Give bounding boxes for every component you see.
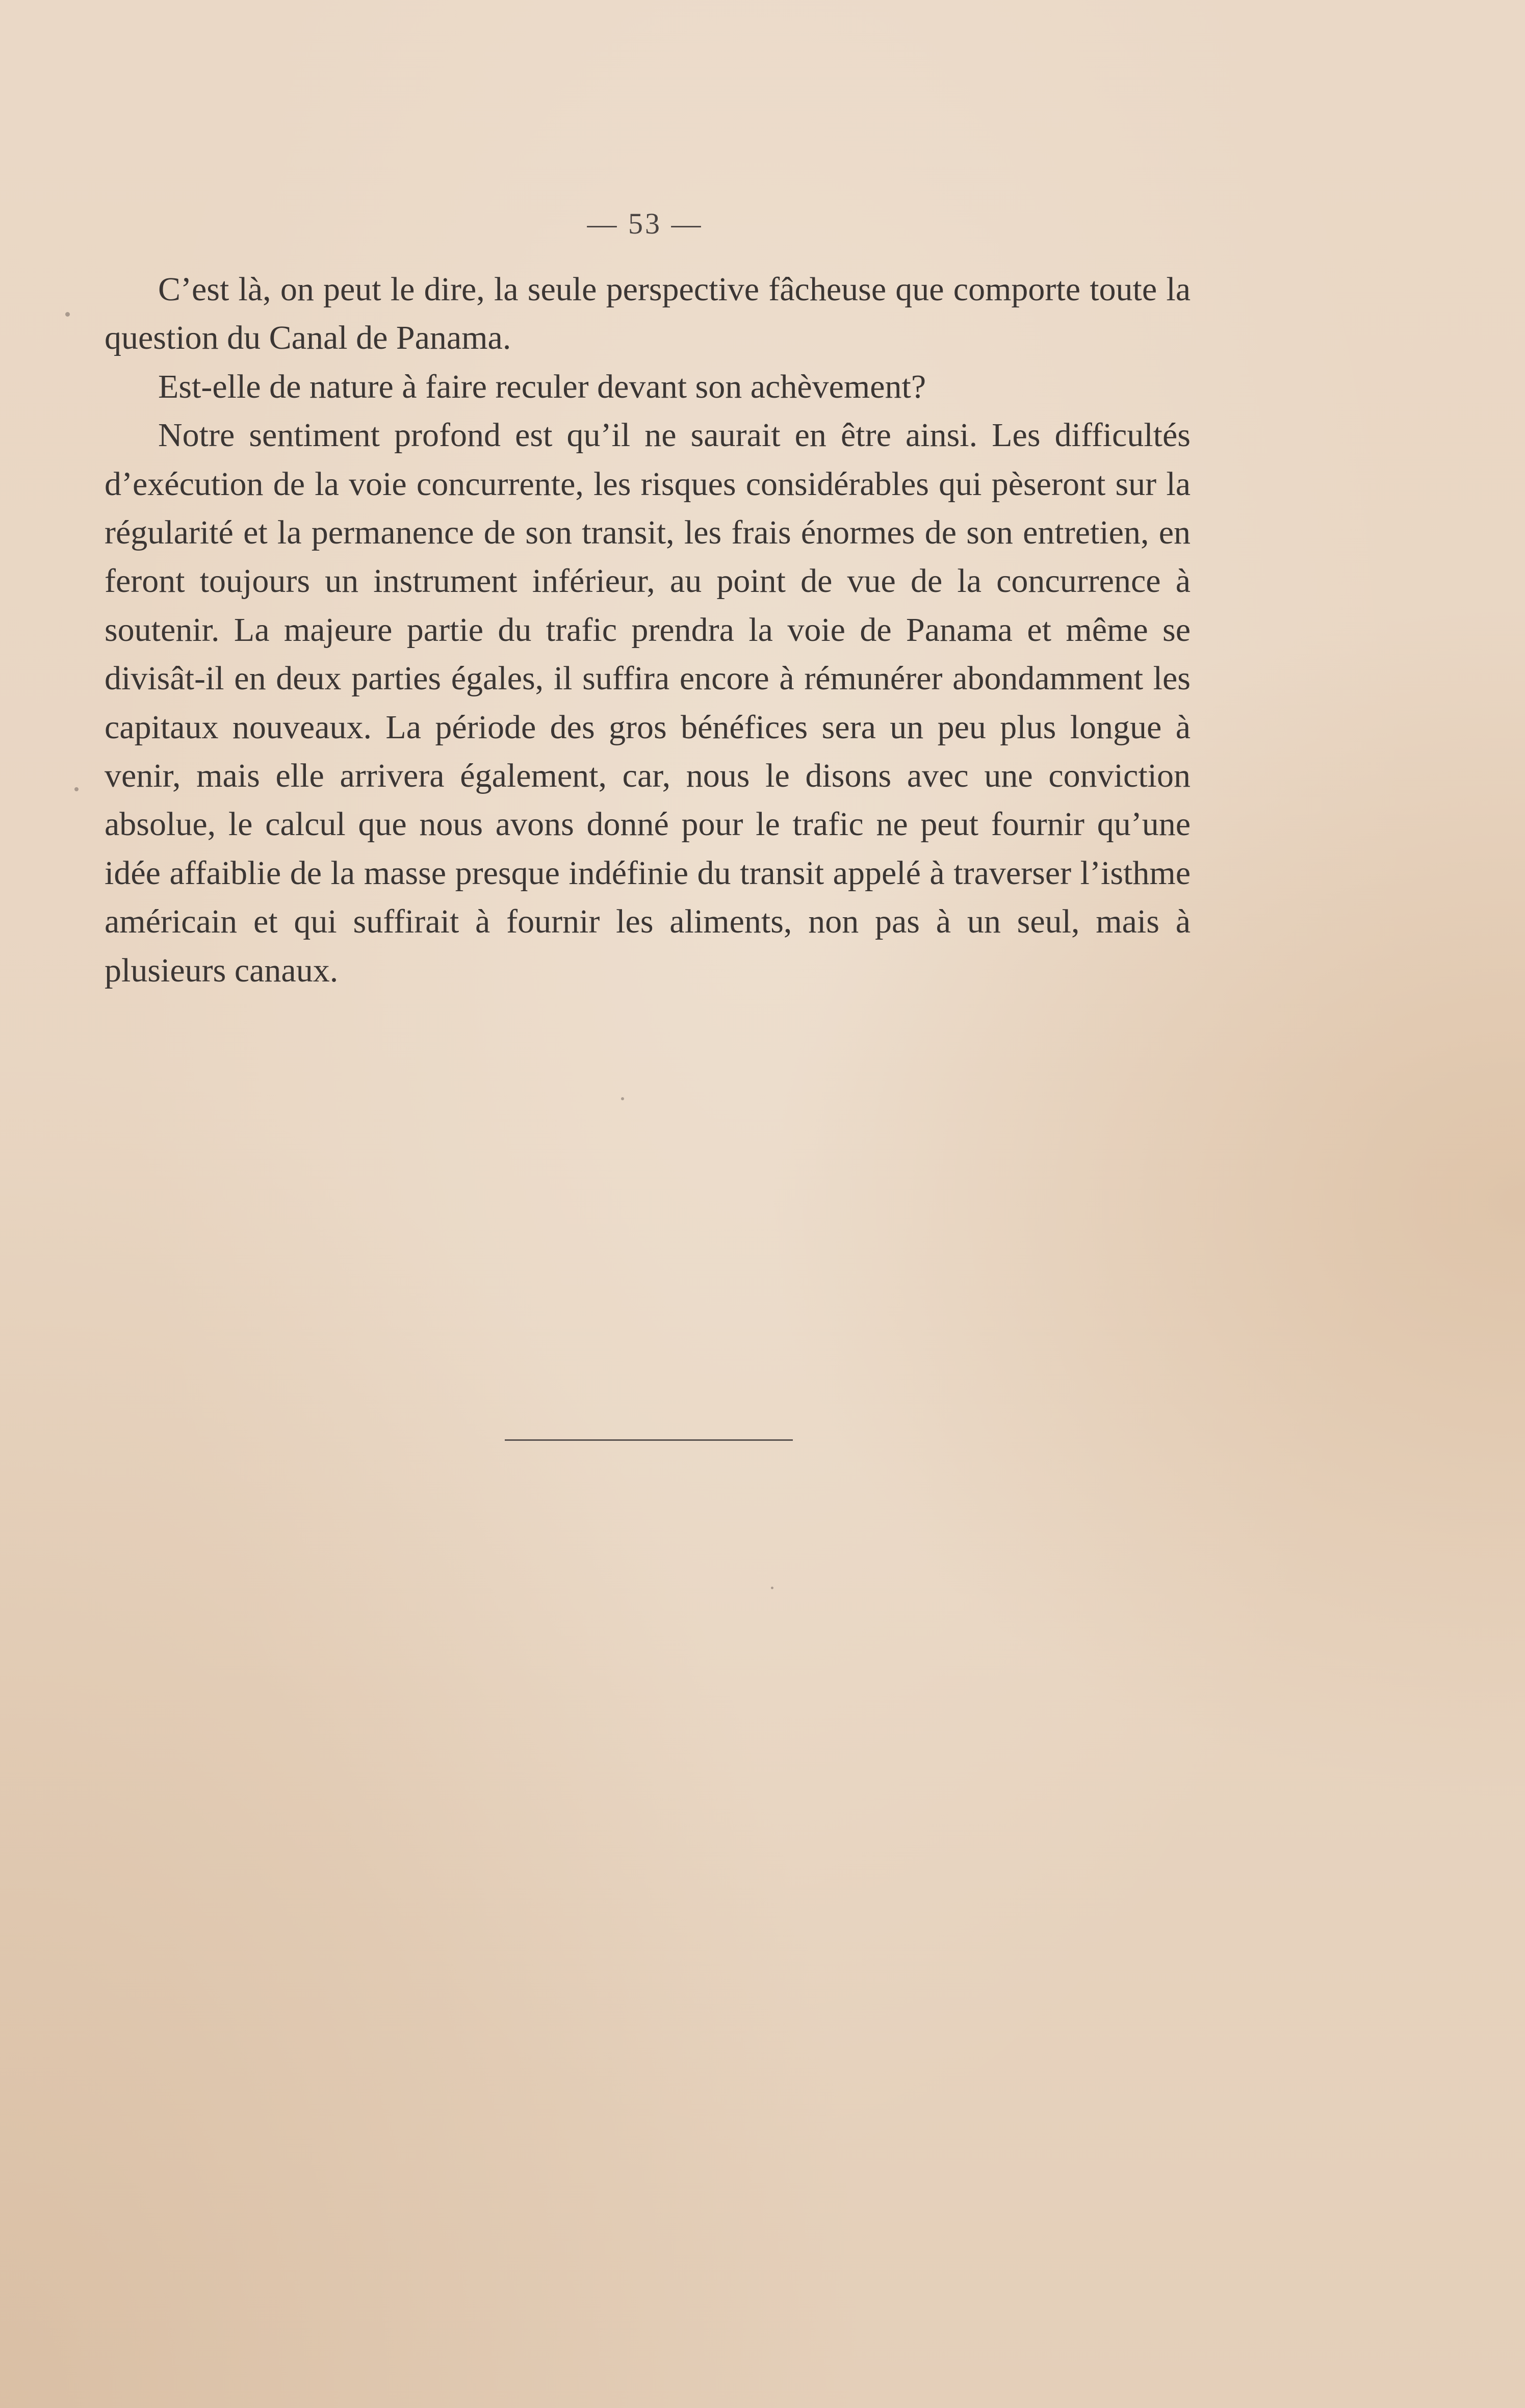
paper-speck bbox=[621, 1097, 624, 1100]
paper-speck bbox=[65, 312, 70, 317]
section-end-rule bbox=[505, 1439, 793, 1441]
paper-speck bbox=[74, 787, 79, 791]
paragraph-1: C’est là, on peut le dire, la seule perspective fâcheuse que comporte toute la question du Canal de Panama. bbox=[105, 271, 1191, 357]
paragraph-3: Notre sentiment profond est qu’il ne saurait en être ainsi. Les difficultés d’exécution de la voie concurrente, les risques considérables qui pèseront sur la régularité et la permanence de son transit, les frais énormes de son entretien, en feront toujours un instrument inférieur, au point de vue de la concurrence à soutenir. La majeure partie du trafic prendra la voie de Panama et même se divisât-il en deux parties égales, il suffira encore à rémunérer abondamment les capitaux nouveaux. La période des gros bénéfices sera un peu plus longue à venir, mais elle arrivera également, car, nous le disons avec une conviction absolue, le calcul que nous avons donné pour le trafic ne peut fournir qu’une idée affaiblie de la masse presque indéfinie du transit appelé à traverser l’isthme américain et qui suffirait à fournir les aliments, non pas à un seul, mais à plusieurs canaux. bbox=[105, 417, 1191, 989]
paper-speck bbox=[771, 1587, 773, 1589]
page-number: — 53 — bbox=[587, 207, 703, 240]
paragraph-2: Est-elle de nature à faire reculer devant son achèvement? bbox=[158, 368, 926, 405]
body-text bbox=[105, 265, 1191, 995]
